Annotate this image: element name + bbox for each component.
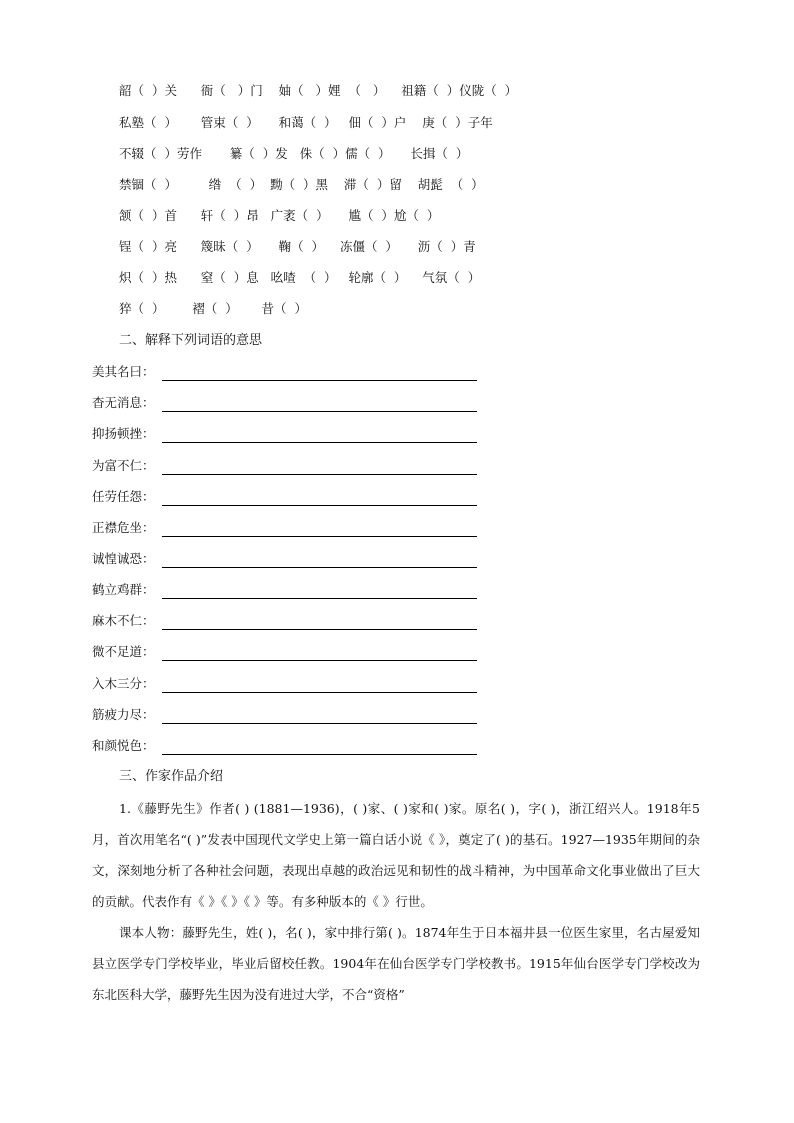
paragraph-1: 1.《藤野先生》作者( ) (1881—1936)，( )家、( )家和( )家。原名( )，字( )，浙江绍兴人。1918年5月，首次用笔名“( )”发表中国现代文学史上第一篇白话小说《 》，奠定了( )的基石。1927—1935年期间的杂文，深刻地分析了各种社会问题，表现出卓越的政治远见和韧性的战斗精神，为中国革命文化事业做出了巨大的贡献。代表作有《 》《 》《 》等。有多种版本的《 》行世。 xyxy=(92,801,700,909)
term-row xyxy=(92,364,492,382)
pinyin-row-4: 禁锢（ ） 绺 （ ） 黝（ ）黑 滞（ ）留 胡髭 （ ） xyxy=(119,177,484,192)
term-label: 为富不仁： xyxy=(92,458,155,473)
term-row xyxy=(92,582,492,600)
term-label: 诚惶诚恐： xyxy=(92,551,155,566)
term-row xyxy=(92,707,492,725)
term-label: 美其名曰： xyxy=(92,364,155,379)
term-label: 任劳任怨： xyxy=(92,489,155,504)
term-label: 和颜悦色： xyxy=(92,738,155,753)
answer-line[interactable] xyxy=(162,380,477,381)
pinyin-row-8: 猝（ ） 褶（ ） 昔（ ） xyxy=(119,301,307,316)
pinyin-row-1: 韶（ ）关 衙（ ）门 妯（ ）娌 （ ） 祖籍（ ）仪陇（ ） xyxy=(119,83,518,98)
answer-line[interactable] xyxy=(162,629,477,630)
author-intro xyxy=(92,793,700,1010)
pinyin-row-2: 私塾（ ） 管束（ ） 和蔼（ ） 佃（ ）户 庚（ ）子年 xyxy=(119,115,493,130)
section2-heading: 二、解释下列词语的意思 xyxy=(119,333,263,348)
term-row xyxy=(92,426,492,444)
answer-line[interactable] xyxy=(162,442,477,443)
term-label: 鹤立鸡群： xyxy=(92,582,155,597)
term-row xyxy=(92,613,492,631)
answer-line[interactable] xyxy=(162,754,477,755)
pinyin-row-5: 颔（ ）首 轩（ ）昂 广袤（ ） 尴（ ）尬（ ） xyxy=(119,208,440,223)
answer-line[interactable] xyxy=(162,567,477,568)
term-row xyxy=(92,458,492,476)
term-label: 筋疲力尽： xyxy=(92,707,155,722)
pinyin-row-7: 炽（ ）热 窒（ ）息 吆喳 （ ） 轮廓（ ） 气氛（ ） xyxy=(119,270,481,285)
answer-line[interactable] xyxy=(162,723,477,724)
answer-line[interactable] xyxy=(162,692,477,693)
answer-line[interactable] xyxy=(162,505,477,506)
answer-line[interactable] xyxy=(162,411,477,412)
term-row xyxy=(92,738,492,756)
section3-heading: 三、作家作品介绍 xyxy=(119,769,224,784)
term-label: 麻木不仁： xyxy=(92,613,155,628)
paragraph-2: 课本人物：藤野先生，姓( )，名( )，家中排行第( )。1874年生于日本福井县一位医生家里，名古屋爱知县立医学专门学校毕业，毕业后留校任教。1904年在仙台医学专门学校教书。1915年仙台医学专门学校改为东北医科大学，藤野先生因为没有进过大学，不合“资格” xyxy=(92,925,700,1002)
pinyin-row-3: 不辍（ ）劳作 纂（ ）发 侏（ ）儒（ ） 长揖（ ） xyxy=(119,146,469,161)
term-row xyxy=(92,551,492,569)
pinyin-row-6: 锃（ ）亮 篾昧（ ） 鞠（ ） 冻僵（ ） 沥（ ）青 xyxy=(119,239,476,254)
term-label: 杳无消息： xyxy=(92,395,155,410)
term-row xyxy=(92,520,492,538)
term-label: 正襟危坐： xyxy=(92,520,155,535)
answer-line[interactable] xyxy=(162,598,477,599)
answer-line[interactable] xyxy=(162,474,477,475)
term-label: 入木三分： xyxy=(92,676,155,691)
answer-line[interactable] xyxy=(162,536,477,537)
answer-line[interactable] xyxy=(162,660,477,661)
term-label: 微不足道： xyxy=(92,644,155,659)
term-row xyxy=(92,676,492,694)
term-row xyxy=(92,644,492,662)
term-label: 抑扬顿挫： xyxy=(92,426,155,441)
term-row xyxy=(92,489,492,507)
term-row xyxy=(92,395,492,413)
